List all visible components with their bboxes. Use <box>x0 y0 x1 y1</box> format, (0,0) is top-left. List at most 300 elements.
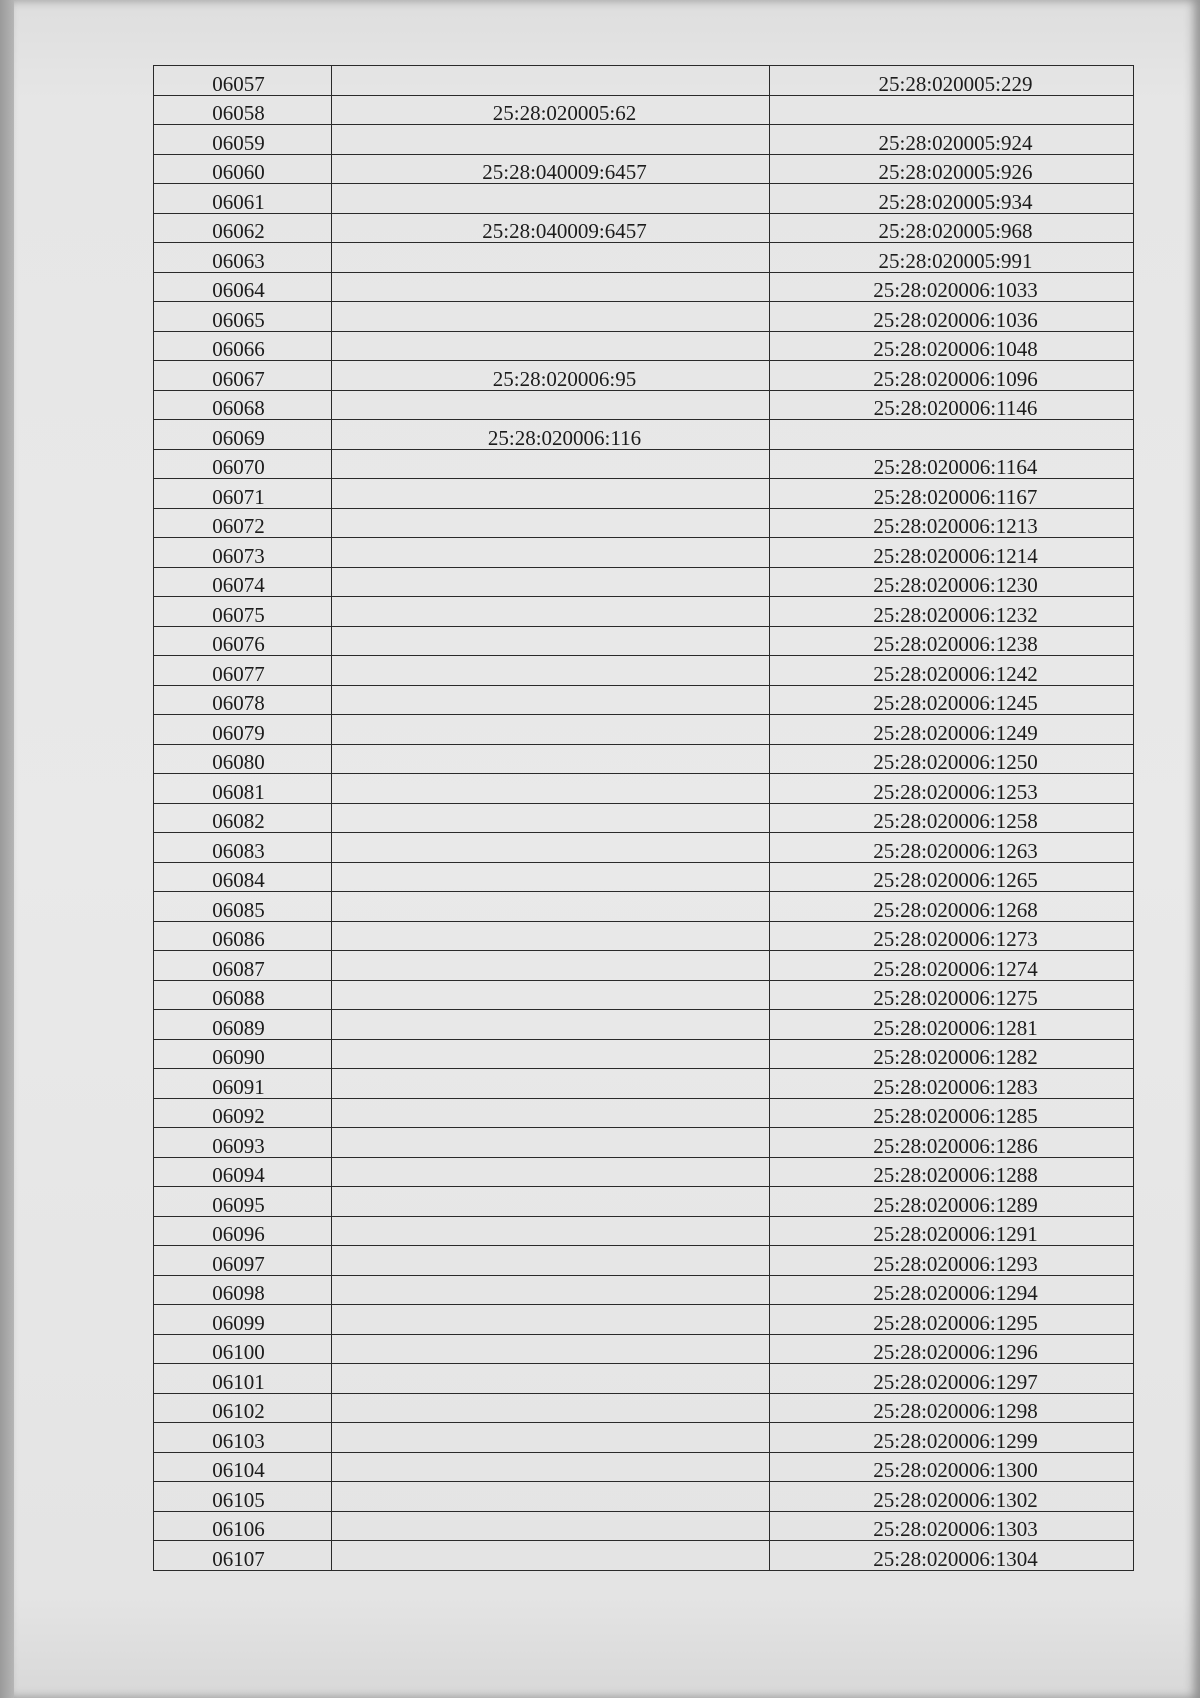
cadastral-number-cell-left <box>332 1423 770 1453</box>
cadastral-number-cell-right-text: 25:28:020006:1096 <box>873 366 1038 390</box>
cadastral-number-cell-left-text: 25:28:020005:62 <box>492 101 637 125</box>
table-row <box>154 1098 1134 1128</box>
cadastral-number-cell-left-text: 25:28:040009:6457 <box>482 160 647 184</box>
cadastral-number-cell-left <box>332 774 770 804</box>
row-number-cell-text: 06075 <box>212 602 265 626</box>
row-number-cell <box>154 390 332 420</box>
row-number-cell-text: 06081 <box>212 779 265 803</box>
row-number-cell-text: 06059 <box>212 130 265 154</box>
cadastral-number-cell-right-text: 25:28:020006:1304 <box>873 1546 1038 1570</box>
cadastral-number-cell-left <box>332 1187 770 1217</box>
row-number-cell-text: 06084 <box>212 868 265 892</box>
table-row <box>154 1010 1134 1040</box>
row-number-cell-text: 06086 <box>212 927 265 951</box>
row-number-cell <box>154 892 332 922</box>
cadastral-number-cell-left <box>332 479 770 509</box>
cadastral-number-cell-right-text: 25:28:020006:1245 <box>873 691 1038 715</box>
row-number-cell <box>154 656 332 686</box>
cadastral-number-cell-right-text: 25:28:020006:1273 <box>873 927 1038 951</box>
cadastral-number-cell-right-text: 25:28:020006:1275 <box>873 986 1038 1010</box>
row-number-cell-text: 06088 <box>212 986 265 1010</box>
cadastral-number-cell-right-text: 25:28:020006:1036 <box>873 307 1038 331</box>
cadastral-number-cell-right-text: 25:28:020006:1285 <box>873 1104 1038 1128</box>
cadastral-number-cell-left <box>332 302 770 332</box>
cadastral-number-cell-left <box>332 213 770 243</box>
cadastral-number-cell-right-text: 25:28:020006:1250 <box>873 750 1038 774</box>
cadastral-number-cell-right <box>770 479 1134 509</box>
cadastral-number-cell-right-text: 25:28:020006:1281 <box>873 1015 1038 1039</box>
cadastral-number-cell-left <box>332 1039 770 1069</box>
cadastral-number-cell-left <box>332 508 770 538</box>
table-row <box>154 154 1134 184</box>
cadastral-number-cell-right <box>770 331 1134 361</box>
cadastral-number-cell-left <box>332 656 770 686</box>
row-number-cell <box>154 1452 332 1482</box>
cadastral-number-cell-left <box>332 243 770 273</box>
row-number-cell-text: 06067 <box>212 366 265 390</box>
cadastral-number-cell-right <box>770 1039 1134 1069</box>
row-number-cell <box>154 1482 332 1512</box>
row-number-cell <box>154 361 332 391</box>
row-number-cell-text: 06093 <box>212 1133 265 1157</box>
table-row <box>154 272 1134 302</box>
row-number-cell <box>154 862 332 892</box>
row-number-cell-text: 06073 <box>212 543 265 567</box>
row-number-cell <box>154 803 332 833</box>
cadastral-number-cell-right <box>770 803 1134 833</box>
cadastral-number-cell-left <box>332 420 770 450</box>
cadastral-number-cell-right-text: 25:28:020006:1286 <box>873 1133 1038 1157</box>
row-number-cell <box>154 1216 332 1246</box>
table-row <box>154 656 1134 686</box>
cadastral-number-cell-left <box>332 1482 770 1512</box>
row-number-cell <box>154 921 332 951</box>
table-row <box>154 331 1134 361</box>
cadastral-number-cell-left <box>332 1128 770 1158</box>
cadastral-number-cell-left <box>332 1541 770 1571</box>
cadastral-number-cell-right-text: 25:28:020005:934 <box>878 189 1033 213</box>
cadastral-number-cell-left <box>332 331 770 361</box>
cadastral-number-cell-right <box>770 921 1134 951</box>
row-number-cell-text: 06100 <box>212 1340 265 1364</box>
cadastral-number-cell-left <box>332 154 770 184</box>
cadastral-number-cell-left <box>332 1010 770 1040</box>
cadastral-number-cell-left <box>332 567 770 597</box>
row-number-cell <box>154 951 332 981</box>
cadastral-number-cell-right <box>770 1334 1134 1364</box>
cadastral-number-cell-right <box>770 154 1134 184</box>
cadastral-number-cell-right-text: 25:28:020006:1238 <box>873 632 1038 656</box>
row-number-cell <box>154 1364 332 1394</box>
table-row <box>154 1187 1134 1217</box>
cadastral-number-cell-left <box>332 184 770 214</box>
cadastral-number-cell-right-text: 25:28:020006:1214 <box>873 543 1038 567</box>
cadastral-number-cell-right-text: 25:28:020006:1033 <box>873 278 1038 302</box>
cadastral-number-cell-right <box>770 272 1134 302</box>
row-number-cell-text: 06069 <box>212 425 265 449</box>
cadastral-number-cell-left <box>332 1275 770 1305</box>
cadastral-number-cell-left <box>332 803 770 833</box>
cadastral-number-cell-right <box>770 833 1134 863</box>
cadastral-number-cell-right-text: 25:28:020006:1283 <box>873 1074 1038 1098</box>
cadastral-number-cell-right-text: 25:28:020005:968 <box>878 219 1033 243</box>
row-number-cell-text: 06101 <box>212 1369 265 1393</box>
cadastral-number-cell-right <box>770 1098 1134 1128</box>
table-row <box>154 95 1134 125</box>
table-row <box>154 361 1134 391</box>
cadastral-number-cell-left <box>332 1393 770 1423</box>
table-row <box>154 1216 1134 1246</box>
cadastral-number-cell-right <box>770 449 1134 479</box>
table-row <box>154 184 1134 214</box>
cadastral-number-cell-left <box>332 449 770 479</box>
cadastral-number-cell-left <box>332 538 770 568</box>
cadastral-number-cell-left <box>332 744 770 774</box>
row-number-cell <box>154 597 332 627</box>
cadastral-number-cell-right <box>770 656 1134 686</box>
table-row <box>154 1482 1134 1512</box>
row-number-cell-text: 06103 <box>212 1428 265 1452</box>
row-number-cell-text: 06071 <box>212 484 265 508</box>
table-row <box>154 1275 1134 1305</box>
cadastral-number-cell-right <box>770 361 1134 391</box>
table-row <box>154 508 1134 538</box>
table-row <box>154 1305 1134 1335</box>
table-row <box>154 1364 1134 1394</box>
cadastral-number-cell-left <box>332 685 770 715</box>
row-number-cell <box>154 1069 332 1099</box>
row-number-cell <box>154 1128 332 1158</box>
row-number-cell <box>154 538 332 568</box>
table-row <box>154 626 1134 656</box>
cadastral-number-cell-right-text: 25:28:020005:926 <box>878 160 1033 184</box>
cadastral-number-cell-right-text: 25:28:020006:1274 <box>873 956 1038 980</box>
cadastral-number-cell-right <box>770 538 1134 568</box>
cadastral-number-cell-left <box>332 95 770 125</box>
row-number-cell-text: 06063 <box>212 248 265 272</box>
cadastral-number-cell-right <box>770 1010 1134 1040</box>
cadastral-number-cell-right-text: 25:28:020006:1296 <box>873 1340 1038 1364</box>
table-row <box>154 685 1134 715</box>
cadastral-number-cell-left <box>332 1364 770 1394</box>
cadastral-number-cell-right <box>770 390 1134 420</box>
cadastral-number-cell-right-text: 25:28:020006:1232 <box>873 602 1038 626</box>
table-row <box>154 1511 1134 1541</box>
cadastral-number-cell-left <box>332 715 770 745</box>
table-row <box>154 980 1134 1010</box>
table-row <box>154 1452 1134 1482</box>
cadastral-number-cell-right-text: 25:28:020005:991 <box>878 248 1033 272</box>
cadastral-number-cell-right-text: 25:28:020006:1164 <box>873 455 1038 479</box>
cadastral-number-cell-right-text: 25:28:020006:1048 <box>873 337 1038 361</box>
row-number-cell <box>154 449 332 479</box>
cadastral-number-cell-left-text: 25:28:020006:116 <box>487 425 642 449</box>
row-number-cell-text: 06085 <box>212 897 265 921</box>
row-number-cell-text: 06083 <box>212 838 265 862</box>
cadastral-number-cell-left <box>332 1069 770 1099</box>
cadastral-number-cell-right <box>770 862 1134 892</box>
cadastral-number-cell-left <box>332 862 770 892</box>
table-row <box>154 715 1134 745</box>
row-number-cell <box>154 1098 332 1128</box>
row-number-cell <box>154 66 332 96</box>
cadastral-number-cell-right <box>770 1275 1134 1305</box>
cadastral-number-cell-left <box>332 1098 770 1128</box>
row-number-cell <box>154 1039 332 1069</box>
cadastral-number-cell-right-text: 25:28:020006:1295 <box>873 1310 1038 1334</box>
table-row <box>154 597 1134 627</box>
cadastral-number-cell-left <box>332 125 770 155</box>
row-number-cell-text: 06070 <box>212 455 265 479</box>
row-number-cell <box>154 1010 332 1040</box>
cadastral-number-cell-left <box>332 1452 770 1482</box>
table-row <box>154 803 1134 833</box>
cadastral-number-cell-right <box>770 951 1134 981</box>
table-row <box>154 1393 1134 1423</box>
row-number-cell <box>154 1511 332 1541</box>
row-number-cell <box>154 272 332 302</box>
table-row <box>154 1069 1134 1099</box>
row-number-cell <box>154 1541 332 1571</box>
row-number-cell-text: 06105 <box>212 1487 265 1511</box>
row-number-cell-text: 06095 <box>212 1192 265 1216</box>
row-number-cell-text: 06091 <box>212 1074 265 1098</box>
row-number-cell <box>154 302 332 332</box>
row-number-cell <box>154 420 332 450</box>
cadastral-number-cell-right <box>770 1216 1134 1246</box>
cadastral-number-cell-right-text: 25:28:020006:1242 <box>873 661 1038 685</box>
cadastral-number-cell-right-text: 25:28:020006:1258 <box>873 809 1038 833</box>
row-number-cell-text: 06062 <box>212 219 265 243</box>
cadastral-number-cell-left <box>332 1216 770 1246</box>
row-number-cell-text: 06078 <box>212 691 265 715</box>
row-number-cell-text: 06096 <box>212 1222 265 1246</box>
cadastral-number-cell-left <box>332 833 770 863</box>
table-row <box>154 420 1134 450</box>
row-number-cell <box>154 184 332 214</box>
cadastral-number-cell-right-text: 25:28:020006:1298 <box>873 1399 1038 1423</box>
cadastral-number-cell-right-text: 25:28:020005:229 <box>878 71 1033 95</box>
cadastral-number-cell-right <box>770 243 1134 273</box>
row-number-cell <box>154 1275 332 1305</box>
cadastral-number-cell-right-text: 25:28:020006:1293 <box>873 1251 1038 1275</box>
table-row <box>154 66 1134 96</box>
cadastral-number-cell-right-text: 25:28:020006:1297 <box>873 1369 1038 1393</box>
row-number-cell-text: 06072 <box>212 514 265 538</box>
row-number-cell <box>154 1246 332 1276</box>
row-number-cell-text: 06080 <box>212 750 265 774</box>
row-number-cell-text: 06089 <box>212 1015 265 1039</box>
table-row <box>154 213 1134 243</box>
cadastral-number-cell-right <box>770 1423 1134 1453</box>
row-number-cell-text: 06065 <box>212 307 265 331</box>
row-number-cell-text: 06104 <box>212 1458 265 1482</box>
row-number-cell <box>154 1157 332 1187</box>
row-number-cell-text: 06087 <box>212 956 265 980</box>
cadastral-number-cell-left <box>332 980 770 1010</box>
row-number-cell <box>154 1393 332 1423</box>
row-number-cell-text: 06079 <box>212 720 265 744</box>
cadastral-number-cell-right <box>770 980 1134 1010</box>
table-row <box>154 125 1134 155</box>
row-number-cell <box>154 744 332 774</box>
table-row <box>154 774 1134 804</box>
cadastral-number-cell-left <box>332 66 770 96</box>
cadastral-number-cell-right <box>770 892 1134 922</box>
cadastral-number-cell-right <box>770 95 1134 125</box>
table-row <box>154 479 1134 509</box>
cadastral-number-cell-right <box>770 1482 1134 1512</box>
cadastral-number-cell-left <box>332 921 770 951</box>
cadastral-number-cell-right-text: 25:28:020006:1294 <box>873 1281 1038 1305</box>
cadastral-number-cell-right <box>770 1069 1134 1099</box>
cadastral-number-cell-left <box>332 597 770 627</box>
row-number-cell <box>154 833 332 863</box>
row-number-cell-text: 06076 <box>212 632 265 656</box>
cadastral-number-cell-left <box>332 1246 770 1276</box>
cadastral-number-cell-right <box>770 626 1134 656</box>
cadastral-number-cell-right-text: 25:28:020006:1268 <box>873 897 1038 921</box>
row-number-cell <box>154 331 332 361</box>
table-row <box>154 921 1134 951</box>
cadastral-number-cell-right <box>770 1364 1134 1394</box>
cadastral-number-cell-right <box>770 213 1134 243</box>
cadastral-number-cell-left <box>332 892 770 922</box>
row-number-cell <box>154 154 332 184</box>
row-number-cell-text: 06094 <box>212 1163 265 1187</box>
table-row <box>154 1541 1134 1571</box>
row-number-cell <box>154 125 332 155</box>
table-body <box>154 66 1134 1571</box>
cadastral-number-cell-right-text: 25:28:020006:1249 <box>873 720 1038 744</box>
row-number-cell-text: 06082 <box>212 809 265 833</box>
row-number-cell-text: 06066 <box>212 337 265 361</box>
row-number-cell <box>154 213 332 243</box>
table-row <box>154 862 1134 892</box>
cadastral-number-cell-right <box>770 1452 1134 1482</box>
cadastral-number-cell-right <box>770 744 1134 774</box>
cadastral-number-cell-right-text: 25:28:020006:1299 <box>873 1428 1038 1452</box>
row-number-cell-text: 06102 <box>212 1399 265 1423</box>
cadastral-number-cell-right <box>770 302 1134 332</box>
cadastral-number-cell-right-text: 25:28:020006:1213 <box>873 514 1038 538</box>
cadastral-number-cell-right <box>770 1157 1134 1187</box>
cadastral-number-cell-left <box>332 1305 770 1335</box>
cadastral-number-cell-left <box>332 361 770 391</box>
row-number-cell-text: 06057 <box>212 71 265 95</box>
row-number-cell-text: 06097 <box>212 1251 265 1275</box>
cadastral-number-cell-left <box>332 1334 770 1364</box>
table-row <box>154 744 1134 774</box>
cadastral-number-cell-right-text: 25:28:020006:1303 <box>873 1517 1038 1541</box>
table-row <box>154 1334 1134 1364</box>
row-number-cell <box>154 715 332 745</box>
row-number-cell-text: 06092 <box>212 1104 265 1128</box>
cadastral-number-cell-left-text: 25:28:020006:95 <box>492 366 637 390</box>
cadastral-number-cell-left <box>332 1157 770 1187</box>
cadastral-number-cell-right <box>770 1511 1134 1541</box>
cadastral-number-cell-right <box>770 597 1134 627</box>
table-row <box>154 538 1134 568</box>
row-number-cell <box>154 774 332 804</box>
row-number-cell <box>154 479 332 509</box>
table-row <box>154 892 1134 922</box>
cadastral-number-cell-left <box>332 626 770 656</box>
row-number-cell <box>154 508 332 538</box>
cadastral-number-cell-right-text: 25:28:020005:924 <box>878 130 1033 154</box>
cadastral-number-cell-left <box>332 951 770 981</box>
cadastral-number-cell-right-text: 25:28:020006:1300 <box>873 1458 1038 1482</box>
row-number-cell <box>154 567 332 597</box>
row-number-cell-text: 06077 <box>212 661 265 685</box>
cadastral-number-cell-right <box>770 567 1134 597</box>
cadastral-number-cell-right-text: 25:28:020006:1289 <box>873 1192 1038 1216</box>
cadastral-number-table <box>153 65 1134 1571</box>
cadastral-number-cell-right <box>770 420 1134 450</box>
cadastral-number-cell-right-text: 25:28:020006:1265 <box>873 868 1038 892</box>
cadastral-number-cell-right-text: 25:28:020006:1282 <box>873 1045 1038 1069</box>
table-row <box>154 302 1134 332</box>
cadastral-number-cell-right-text: 25:28:020006:1302 <box>873 1487 1038 1511</box>
cadastral-number-cell-right-text: 25:28:020006:1288 <box>873 1163 1038 1187</box>
row-number-cell <box>154 1423 332 1453</box>
row-number-cell-text: 06106 <box>212 1517 265 1541</box>
cadastral-number-cell-right <box>770 1187 1134 1217</box>
table-row <box>154 1423 1134 1453</box>
cadastral-number-cell-right <box>770 1246 1134 1276</box>
table-row <box>154 390 1134 420</box>
cadastral-number-cell-right <box>770 685 1134 715</box>
row-number-cell <box>154 1187 332 1217</box>
cadastral-number-cell-right-text: 25:28:020006:1291 <box>873 1222 1038 1246</box>
cadastral-number-cell-right <box>770 184 1134 214</box>
table-row <box>154 1039 1134 1069</box>
row-number-cell <box>154 980 332 1010</box>
row-number-cell-text: 06107 <box>212 1546 265 1570</box>
row-number-cell-text: 06060 <box>212 160 265 184</box>
row-number-cell <box>154 1334 332 1364</box>
row-number-cell <box>154 243 332 273</box>
cadastral-number-cell-right-text: 25:28:020006:1230 <box>873 573 1038 597</box>
cadastral-number-cell-right <box>770 508 1134 538</box>
row-number-cell <box>154 95 332 125</box>
cadastral-number-cell-right-text: 25:28:020006:1263 <box>873 838 1038 862</box>
row-number-cell-text: 06098 <box>212 1281 265 1305</box>
cadastral-number-cell-left <box>332 272 770 302</box>
table-row <box>154 243 1134 273</box>
row-number-cell <box>154 685 332 715</box>
cadastral-number-cell-right-text: 25:28:020006:1253 <box>873 779 1038 803</box>
table-row <box>154 833 1134 863</box>
table-row <box>154 567 1134 597</box>
cadastral-number-cell-right-text: 25:28:020006:1146 <box>873 396 1038 420</box>
row-number-cell-text: 06099 <box>212 1310 265 1334</box>
row-number-cell-text: 06074 <box>212 573 265 597</box>
cadastral-number-cell-right <box>770 774 1134 804</box>
cadastral-number-cell-right <box>770 1393 1134 1423</box>
cadastral-number-cell-right-text: 25:28:020006:1167 <box>873 484 1038 508</box>
row-number-cell-text: 06068 <box>212 396 265 420</box>
cadastral-number-cell-right <box>770 1305 1134 1335</box>
row-number-cell-text: 06064 <box>212 278 265 302</box>
table-row <box>154 1246 1134 1276</box>
table-row <box>154 951 1134 981</box>
row-number-cell <box>154 1305 332 1335</box>
row-number-cell-text: 06090 <box>212 1045 265 1069</box>
row-number-cell-text: 06058 <box>212 101 265 125</box>
cadastral-number-cell-left <box>332 1511 770 1541</box>
cadastral-number-cell-left-text: 25:28:040009:6457 <box>482 219 647 243</box>
